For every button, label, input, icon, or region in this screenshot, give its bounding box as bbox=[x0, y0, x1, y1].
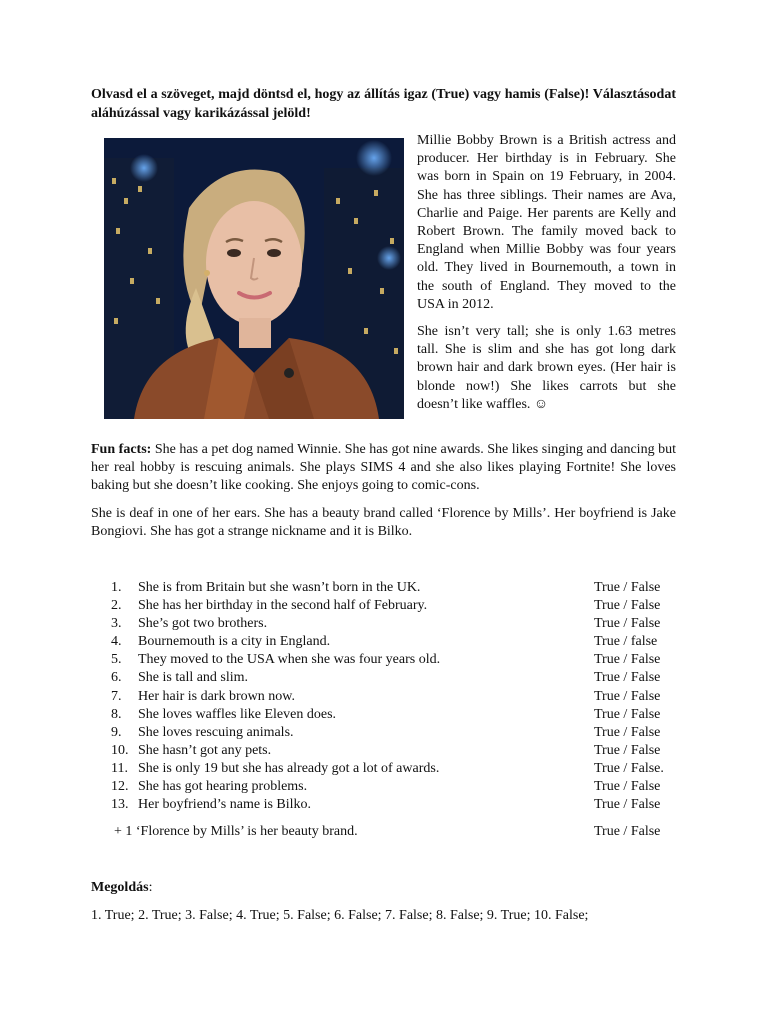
statement-number: 13. bbox=[111, 797, 129, 813]
true-false-choice[interactable]: True / False bbox=[594, 670, 661, 686]
true-false-choice[interactable]: True / False bbox=[594, 688, 661, 704]
statement-text: She loves waffles like Eleven does. bbox=[138, 706, 337, 722]
solution-colon: : bbox=[148, 880, 153, 895]
true-false-choice[interactable]: True / False bbox=[594, 706, 661, 722]
true-false-choice[interactable]: True / False bbox=[594, 779, 661, 795]
statement-item bbox=[91, 651, 676, 669]
statement-item bbox=[91, 688, 676, 706]
statement-text: Her hair is dark brown now. bbox=[138, 688, 295, 704]
true-false-choice[interactable]: True / False bbox=[594, 724, 661, 740]
statement-text: She has got hearing problems. bbox=[138, 779, 308, 795]
statement-list bbox=[91, 579, 676, 814]
statement-text: She is only 19 but she has already got a lot of awards. bbox=[138, 760, 440, 776]
statement-number: 10. bbox=[111, 742, 129, 758]
statement-item bbox=[91, 706, 676, 724]
statement-item bbox=[91, 796, 676, 814]
fun-facts-text: She has a pet dog named Winnie. She has got nine awards. She likes singing and dancing but her real hobby is rescuing animals. She plays SIMS 4 and she also likes playing Fortnite! She loves baking but she doesn’t like cooking. She enjoys going to comic-cons. bbox=[91, 442, 676, 494]
true-false-choice[interactable]: True / False bbox=[594, 616, 661, 632]
statement-text: She’s got two brothers. bbox=[138, 616, 268, 632]
statement-number: 6. bbox=[111, 670, 122, 686]
statement-item bbox=[91, 633, 676, 651]
statement-text: She is tall and slim. bbox=[138, 670, 249, 686]
true-false-choice[interactable]: True / False bbox=[594, 598, 661, 614]
statement-number: 12. bbox=[111, 779, 129, 795]
true-false-choice[interactable]: True / False bbox=[594, 824, 661, 839]
true-false-choice[interactable]: True / False bbox=[594, 580, 661, 595]
statement-number: 11. bbox=[111, 760, 128, 776]
portrait-illustration bbox=[104, 138, 404, 419]
statement-item bbox=[91, 760, 676, 778]
statement-item bbox=[91, 615, 676, 633]
bonus-statement bbox=[91, 823, 676, 841]
statement-text: She has her birthday in the second half of February. bbox=[138, 598, 428, 614]
bonus-text: + 1 ‘Florence by Mills’ is her beauty brand. bbox=[114, 824, 358, 839]
intro-text bbox=[417, 132, 676, 423]
true-false-choice[interactable]: True / false bbox=[594, 634, 658, 650]
fun-facts-paragraph-2: She is deaf in one of her ears. She has a beauty brand called ‘Florence by Mills’. Her boyfriend is Jake Bongiovi. She has got a strange nickname and it is Bilko. bbox=[91, 505, 676, 539]
statement-number: 1. bbox=[111, 580, 122, 595]
statement-item bbox=[91, 724, 676, 742]
portrait-photo bbox=[104, 138, 404, 419]
statement-text: She is from Britain but she wasn’t born in the UK. bbox=[138, 580, 421, 595]
statement-text: Bournemouth is a city in England. bbox=[138, 634, 331, 650]
true-false-choice[interactable]: True / False. bbox=[594, 760, 664, 776]
true-false-choice[interactable]: True / False bbox=[594, 742, 661, 758]
statement-number: 5. bbox=[111, 652, 122, 668]
statement-item bbox=[91, 669, 676, 687]
solution-answers: 1. True; 2. True; 3. False; 4. True; 5. False; 6. False; 7. False; 8. False; 9. True; 10. False; bbox=[91, 908, 589, 923]
statement-item bbox=[91, 742, 676, 760]
instructions: Olvasd el a szöveget, majd döntsd el, hogy az állítás igaz (True) vagy hamis (False)! Választásodat aláhúzással vagy karikázással jelöld! bbox=[91, 87, 676, 121]
statement-text: She hasn’t got any pets. bbox=[138, 742, 272, 758]
statement-number: 3. bbox=[111, 616, 122, 632]
fun-facts-section bbox=[91, 441, 676, 550]
intro-paragraph-1: Millie Bobby Brown is a British actress and producer. Her birthday is in February. She was born in Spain on 19 February, in 2004. She has three siblings. Their names are Ava, Charlie and Paige. Her parents are Kelly and Robert Brown. The family moved back to England when Millie Bobby was four years old. They lived in Bournemouth, a town in the south of England. They moved to the USA in 2012. bbox=[417, 133, 676, 312]
solution-heading bbox=[91, 879, 152, 897]
fun-facts-paragraph-1 bbox=[91, 441, 676, 496]
fun-facts-label: Fun facts: bbox=[91, 442, 152, 457]
statement-number: 8. bbox=[111, 706, 122, 722]
statement-number: 4. bbox=[111, 634, 122, 650]
true-false-choice[interactable]: True / False bbox=[594, 797, 661, 813]
statement-number: 7. bbox=[111, 688, 122, 704]
statement-item bbox=[91, 778, 676, 796]
true-false-choice[interactable]: True / False bbox=[594, 652, 661, 668]
statement-item bbox=[91, 597, 676, 615]
statement-text: They moved to the USA when she was four years old. bbox=[138, 652, 441, 668]
statement-item bbox=[91, 579, 676, 597]
statement-text: Her boyfriend’s name is Bilko. bbox=[138, 797, 312, 813]
statement-number: 2. bbox=[111, 598, 122, 614]
statement-number: 9. bbox=[111, 724, 122, 740]
solution-title: Megoldás bbox=[91, 880, 149, 895]
intro-paragraph-2: She isn’t very tall; she is only 1.63 metres tall. She is slim and she has got long dark brown hair and dark brown eyes. (Her hair is blonde now!) She likes carrots but she doesn’t like waffles. ☺ bbox=[417, 324, 676, 412]
statement-text: She loves rescuing animals. bbox=[138, 724, 294, 740]
